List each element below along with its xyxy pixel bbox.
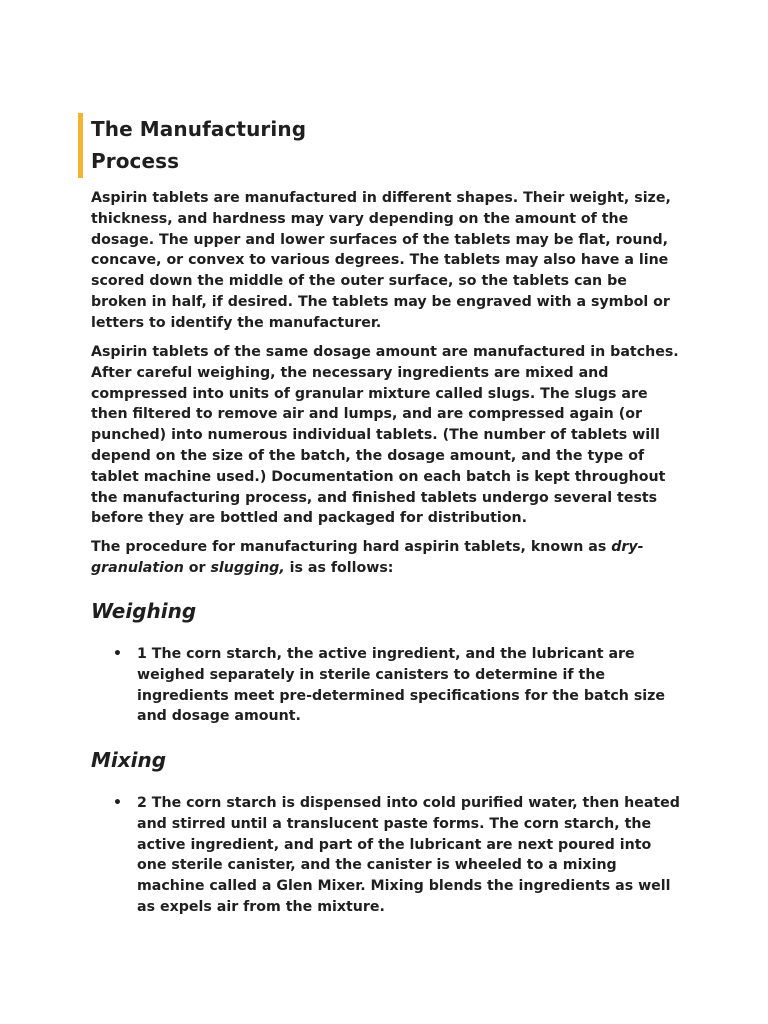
bullet-icon: • bbox=[113, 646, 122, 662]
bullet-icon: • bbox=[113, 795, 122, 811]
term-slugging: slugging, bbox=[210, 559, 285, 576]
procedure-text-before: The procedure for manufacturing hard aspirin tablets, known as bbox=[91, 539, 612, 555]
list-item-step-2 bbox=[113, 793, 683, 918]
term-dry-granulation: dry-granulation bbox=[91, 539, 644, 576]
procedure-text-mid: or bbox=[183, 559, 211, 576]
section-heading-weighing: Weighing bbox=[91, 599, 197, 623]
intro-paragraph-2: Aspirin tablets of the same dosage amount are manufactured in batches. After careful weighing, the necessary ingredients are mixed and compressed into units of granular mixture called slugs. The slugs are then filtered to remove air and lumps, and are compressed again (or punched) into numerous individual tablets. (The number of tablets will depend on the size of the batch, the dosage amount, and the type of tablet machine used.) Documentation on each batch is kept throughout the manufacturing process, and finished tablets undergo several tests before they are bottled and packaged for distribution. bbox=[91, 344, 679, 527]
intro-paragraph-1: Aspirin tablets are manufactured in different shapes. Their weight, size, thickness, and hardness may vary depending on the amount of the dosage. The upper and lower surfaces of the tablets may be flat, round, concave, or convex to various degrees. The tablets may also have a line scored down the middle of the outer surface, so the tablets can be broken in half, if desired. The tablets may be engraved with a symbol or letters to identify the manufacturer. bbox=[91, 190, 671, 331]
procedure-paragraph bbox=[91, 537, 681, 579]
page-title: The Manufacturing Process bbox=[91, 117, 307, 173]
title-block bbox=[78, 113, 371, 177]
section-heading-mixing: Mixing bbox=[91, 748, 167, 772]
step-text: 2 The corn starch is dispensed into cold purified water, then heated and stirred until a translucent paste forms. The corn starch, the active ingredient, and part of the lubricant are next poured into one sterile canister, and the canister is wheeled to a mixing machine called a Glen Mixer. Mixing blends the ingredients as well as expels air from the mixture. bbox=[137, 795, 680, 915]
title-accent-bar bbox=[78, 113, 83, 178]
procedure-text-after: is as follows: bbox=[284, 559, 394, 576]
step-text: 1 The corn starch, the active ingredient, and the lubricant are weighed separately in sterile canisters to determine if the ingredients meet pre-determined specifications for the batch size and dosage amount. bbox=[137, 646, 666, 725]
list-item-step-1 bbox=[113, 644, 683, 727]
